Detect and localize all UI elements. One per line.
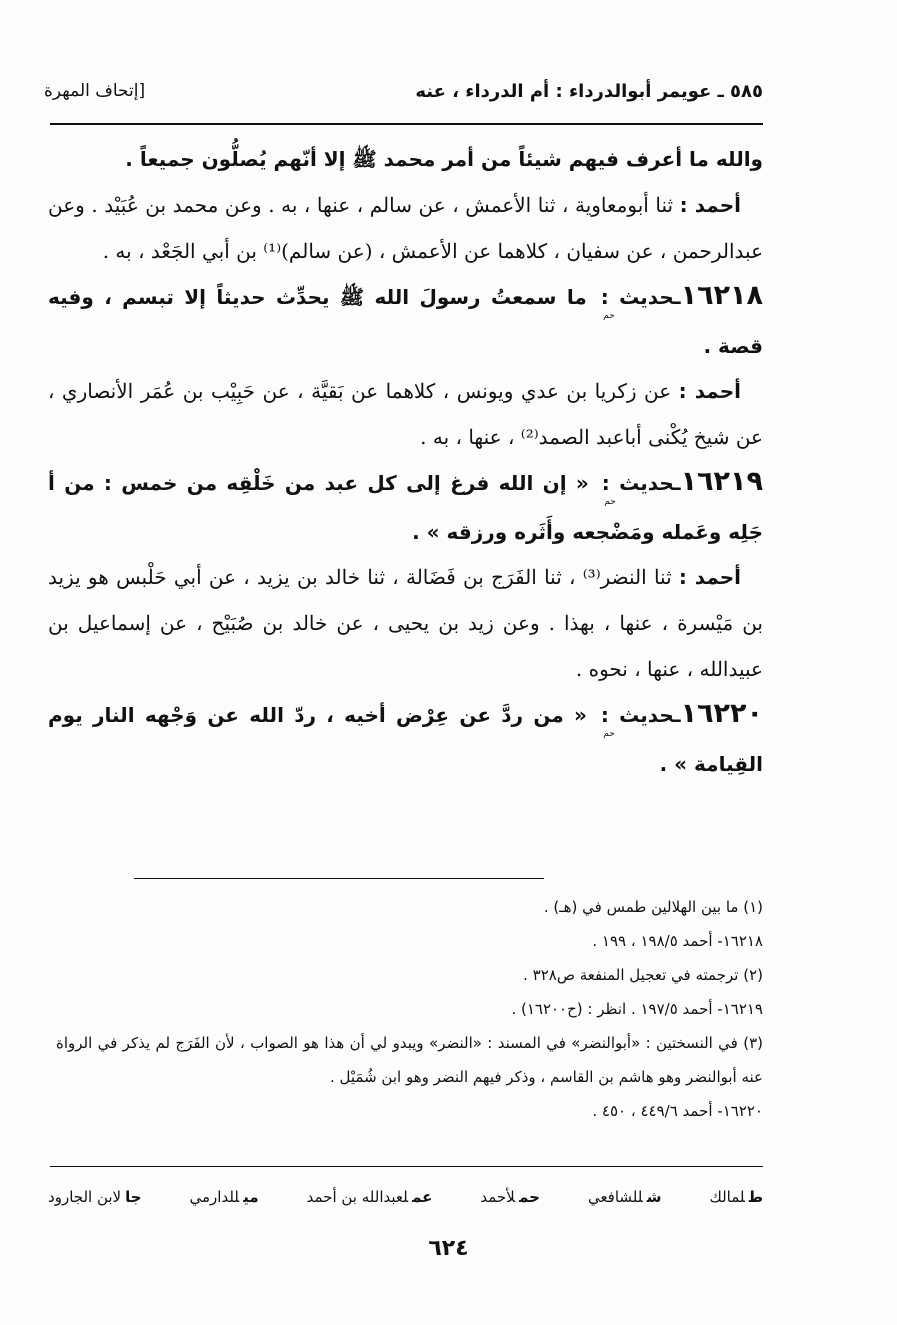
hadith-number: ١٦٢١٨	[680, 280, 763, 311]
page-number: ٦٢٤	[428, 1236, 469, 1261]
abbreviation-key	[48, 1180, 763, 1214]
abbrev-item: طلمالك	[709, 1188, 763, 1206]
hadith-16220	[48, 692, 763, 786]
footnote: ١٦٢٢٠- أحمد ٤٤٩/٦ ، ٤٥٠ .	[592, 1102, 763, 1120]
hadith-text: « إن الله فرغ إلى كل عبد من خَلْقِه من خمس : من أ جَلِه وعَمله ومَضْجعه وأَثَره ورزقه » .	[48, 471, 763, 544]
isnad-label: أحمد :	[679, 193, 741, 217]
hadith-text: « من ردَّ عن عِرْض أخيه ، ردّ الله عن وَجْهه النار يوم القِيامة » .	[48, 703, 763, 776]
intro-isnad	[48, 182, 763, 274]
footnotes	[56, 890, 763, 1128]
hadith-text: ما سمعتُ رسولَ الله ﷺ يحدِّث حديثاً إلا تبسم ، وفيه قصة .	[48, 285, 763, 358]
book-title: [إتحاف المهرة	[44, 81, 146, 101]
hadith-label: ـحديث :	[601, 471, 681, 495]
footnote: (٢) ترجمته في تعجيل المنفعة ص٣٢٨ .	[523, 966, 763, 984]
footnote: (١) ما بين الهلالين طمس في (هـ) .	[543, 898, 763, 916]
isnad-text: عن زكريا بن عدي ويونس ، كلاهما عن بَقيَّة ، عن حَبِيْب بن عُمَر الأنصاري ، عن شيخ يُكْنى أباعبد الصمد⁽²⁾ ، عنها ، به .	[48, 379, 763, 449]
abbrev-item: شللشافعي	[587, 1188, 662, 1206]
main-text	[48, 136, 763, 786]
isnad-label: أحمد :	[678, 379, 741, 403]
hadith-number: ١٦٢١٩	[680, 466, 763, 497]
footnote-rule	[134, 878, 544, 879]
isnad-text: ثنا النضر⁽³⁾ ، ثنا الفَرَج بن فَضَالة ، ثنا خالد بن يزيد ، عن أبي حَلْبس هو يزيد بن مَيْسرة ، عنها ، بهذا . وعن زيد بن يحيى ، عن خالد بن صُبَيْح ، عن إسماعيل بن عبيدالله ، عنها ، نحوه .	[48, 565, 763, 681]
footnote: ١٦٢١٩- أحمد ١٩٧/٥ . انظر : (ح١٦٢٠٠) .	[511, 1000, 763, 1018]
footnote: ١٦٢١٨- أحمد ١٩٨/٥ ، ١٩٩ .	[592, 932, 763, 950]
isnad-16218	[48, 368, 763, 460]
hadith-16219	[48, 460, 763, 554]
isnad-text: ثنا أبومعاوية ، ثنا الأعمش ، عن سالم ، عنها ، به . وعن محمد بن عُبَيْد . وعن عبدالرحمن ، عن سفيان ، كلاهما عن الأعمش ، (عن سالم)⁽¹⁾ بن أبي الجَعْد ، به .	[48, 193, 763, 263]
isnad-label: أحمد :	[678, 565, 741, 589]
entry-title: ٥٨٥ ـ عويمر أبوالدرداء : أم الدرداء ، عنه	[415, 80, 763, 102]
hadith-label: ـحديث :	[600, 285, 681, 309]
abbrev-item: جالابن الجارود	[48, 1188, 142, 1206]
intro-line: والله ما أعرف فيهم شيئاً من أمر محمد ﷺ إلا أنّهم يُصلُّون جميعاً .	[125, 147, 763, 171]
source-marker: حم	[603, 311, 615, 321]
running-head	[44, 74, 763, 108]
abbrev-item: عملعبدالله بن أحمد	[306, 1188, 433, 1206]
source-marker: حم	[604, 497, 616, 507]
hadith-16218	[48, 274, 763, 368]
abbreviation-rule	[50, 1166, 763, 1167]
isnad-16219	[48, 554, 763, 692]
source-marker: حم	[603, 729, 615, 739]
abbrev-item: حملأحمد	[480, 1188, 540, 1206]
abbrev-item: ميللدارمي	[189, 1188, 259, 1206]
hadith-number: ١٦٢٢٠	[680, 698, 763, 729]
footnote: (٣) في النسختين : «أبوالنضر» في المسند : «النضر» ويبدو لي أن هذا هو الصواب ، لأن الفَرَج لم يذكر في الرواة عنه أبوالنضر وهو هاشم بن القاسم ، وذكر فيهم النضر وهو ابن شُمَيْل .	[56, 1034, 763, 1086]
header-rule	[50, 123, 763, 125]
hadith-label: ـحديث :	[600, 703, 681, 727]
